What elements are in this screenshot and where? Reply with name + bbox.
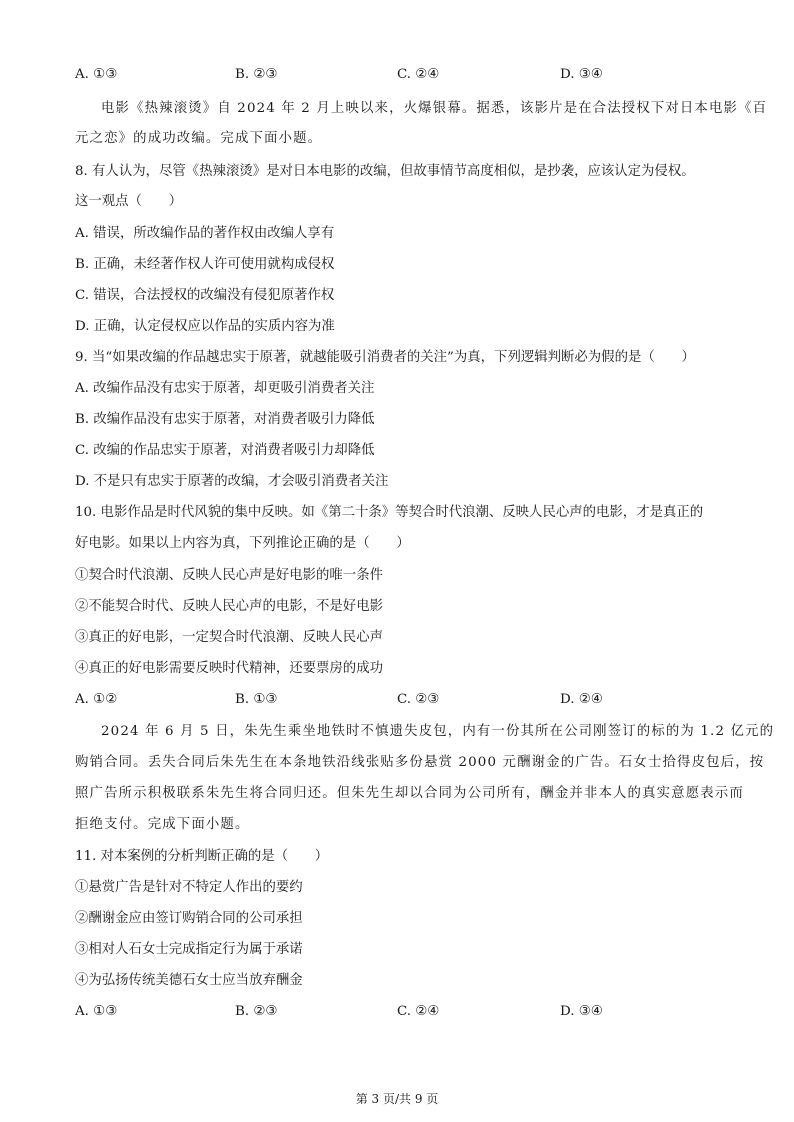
q8-stem: 8. 有人认为，尽管《热辣滚烫》是对日本电影的改编，但故事情节高度相似，是抄袭，应该认定为侵权。 <box>75 164 695 179</box>
q9-option-b: B. 改编作品没有忠实于原著，对消费者吸引力降低 <box>75 412 375 427</box>
q11-option-a: A. ①③ <box>75 1004 118 1019</box>
q10-option-c: C. ②③ <box>397 692 440 707</box>
q7-options <box>75 66 695 84</box>
q8-option-b: B. 正确，未经著作权人许可使用就构成侵权 <box>75 257 335 272</box>
q10-item-2: ②不能契合时代、反映人民心声的电影，不是好电影 <box>75 599 383 614</box>
passage1-line: 元之恋》的成功改编。完成下面小题。 <box>75 131 323 146</box>
q11-stem: 11. 对本案例的分析判断正确的是（ ） <box>75 849 329 864</box>
q8-option-d: D. 正确，认定侵权应以作品的实质内容为准 <box>75 319 335 334</box>
q8-option-c: C. 错误，合法授权的改编没有侵犯原著作权 <box>75 288 335 303</box>
q9-option-c: C. 改编的作品忠实于原著，对消费者吸引力却降低 <box>75 443 375 458</box>
q11-option-c: C. ②④ <box>397 1004 440 1019</box>
passage2-line: 拒绝支付。完成下面小题。 <box>75 817 250 832</box>
q10-options <box>75 691 695 709</box>
q11-options <box>75 1003 695 1021</box>
q9-option-a: A. 改编作品没有忠实于原著，却更吸引消费者关注 <box>75 381 375 396</box>
q8-stem: 这一观点（ ） <box>75 194 183 209</box>
q7-option-a: A. ①③ <box>75 67 118 82</box>
q10-item-1: ①契合时代浪潮、反映人民心声是好电影的唯一条件 <box>75 568 383 583</box>
passage2-line: 购销合同。丢失合同后朱先生在本条地铁沿线张贴多份悬赏 2000 元酬谢金的广告。石女士拾得皮包后，按 <box>75 755 765 770</box>
q11-item-1: ①悬赏广告是针对不特定人作出的要约 <box>75 880 303 895</box>
q11-item-3: ③相对人石女士完成指定行为属于承诺 <box>75 942 303 957</box>
q10-stem: 10. 电影作品是时代风貌的集中反映。如《第二十条》等契合时代浪潮、反映人民心声的电影，才是真正的 <box>75 505 704 520</box>
q9-option-d: D. 不是只有忠实于原著的改编，才会吸引消费者关注 <box>75 474 389 489</box>
q10-item-4: ④真正的好电影需要反映时代精神，还要票房的成功 <box>75 661 383 676</box>
q7-option-d: D. ③④ <box>560 67 603 82</box>
q8-option-a: A. 错误，所改编作品的著作权由改编人享有 <box>75 226 335 241</box>
q10-stem: 好电影。如果以上内容为真，下列推论正确的是（ ） <box>75 536 410 551</box>
page-number: 第 3 页/共 9 页 <box>355 1092 439 1106</box>
q11-item-4: ④为弘扬传统美德石女士应当放弃酬金 <box>75 973 303 988</box>
q11-item-2: ②酬谢金应由签订购销合同的公司承担 <box>75 911 303 926</box>
q10-option-b: B. ①③ <box>235 692 278 707</box>
q10-option-a: A. ①② <box>75 692 118 707</box>
q7-option-b: B. ②③ <box>235 67 278 82</box>
q7-option-c: C. ②④ <box>397 67 440 82</box>
q11-option-d: D. ③④ <box>560 1004 603 1019</box>
passage2-line: 2024 年 6 月 5 日，朱先生乘坐地铁时不慎遗失皮包，内有一份其所在公司刚签订的标的为 1.2 亿元的 <box>101 724 775 739</box>
q10-option-d: D. ②④ <box>560 692 603 707</box>
q11-option-b: B. ②③ <box>235 1004 278 1019</box>
passage2-line: 照广告所示积极联系朱先生将合同归还。但朱先生却以合同为公司所有，酬金并非本人的真实意愿表示而 <box>75 786 744 801</box>
q9-stem: 9. 当“如果改编的作品越忠实于原著，就越能吸引消费者的关注”为真，下列逻辑判断必为假的是（ ） <box>75 350 695 365</box>
passage1-line: 电影《热辣滚烫》自 2024 年 2 月上映以来，火爆银幕。据悉，该影片是在合法授权下对日本电影《百 <box>101 101 768 116</box>
q10-item-3: ③真正的好电影，一定契合时代浪潮、反映人民心声 <box>75 630 383 645</box>
